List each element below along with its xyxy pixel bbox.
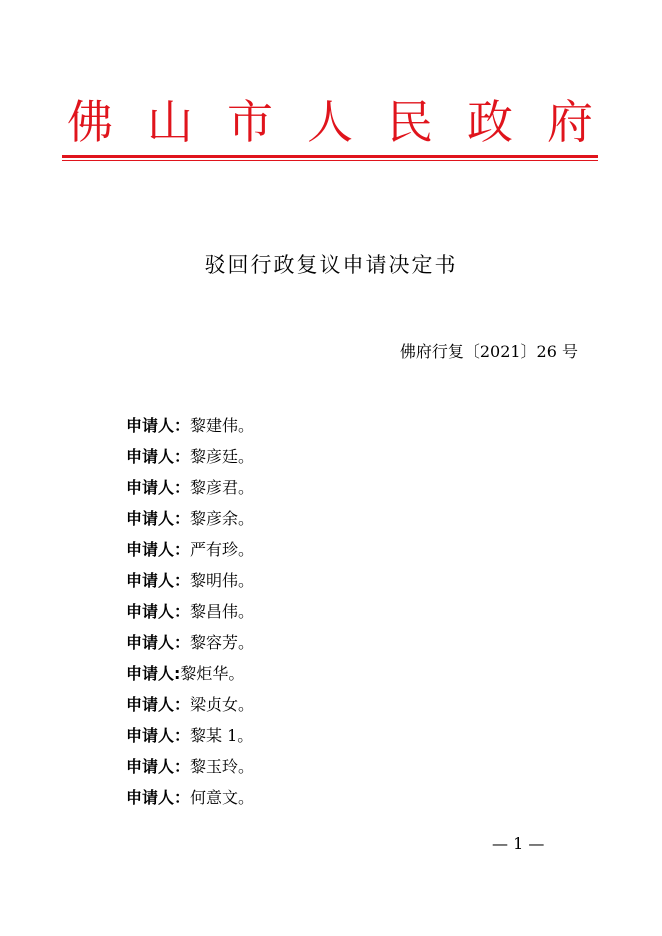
applicant-name: 黎彦廷。 [190, 447, 255, 466]
applicant-separator: ： [174, 509, 191, 528]
document-title: 驳回行政复议申请决定书 [204, 253, 458, 277]
applicant-label: 申请人 [126, 416, 175, 435]
applicant-label: 申请人 [126, 447, 175, 466]
applicant-row [126, 475, 586, 506]
applicant-row [126, 444, 586, 475]
applicant-name: 黎彦余。 [190, 509, 255, 528]
letterhead-char: 山 [147, 95, 193, 149]
document-number: 佛府行复〔2021〕26 号 [399, 342, 578, 361]
applicant-list [126, 413, 586, 816]
applicant-separator: ： [174, 726, 191, 745]
applicant-label: 申请人 [126, 757, 175, 776]
applicant-separator: ： [174, 788, 191, 807]
applicant-name: 黎建伟。 [190, 416, 255, 435]
applicant-row [126, 413, 586, 444]
applicant-row [126, 537, 586, 568]
letterhead-char: 民 [387, 95, 433, 149]
applicant-row [126, 568, 586, 599]
applicant-separator: ： [174, 416, 191, 435]
applicant-name: 黎炬华。 [180, 664, 245, 683]
applicant-separator: ： [174, 602, 191, 621]
letterhead-char: 市 [227, 95, 273, 149]
letterhead-char: 佛 [67, 95, 113, 149]
red-divider-thick [62, 155, 598, 158]
applicant-label: 申请人 [126, 478, 175, 497]
applicant-row [126, 723, 586, 754]
applicant-label: 申请人 [126, 695, 175, 714]
applicant-label: 申请人 [126, 664, 175, 683]
applicant-separator: ： [174, 695, 191, 714]
applicant-label: 申请人 [126, 788, 175, 807]
applicant-label: 申请人 [126, 509, 175, 528]
applicant-row [126, 630, 586, 661]
applicant-name: 梁贞女。 [190, 695, 255, 714]
applicant-name: 黎容芳。 [190, 633, 255, 652]
applicant-label: 申请人 [126, 726, 175, 745]
applicant-name: 严有珍。 [190, 540, 255, 559]
applicant-separator: ： [174, 571, 191, 590]
applicant-row [126, 692, 586, 723]
applicant-label: 申请人 [126, 571, 175, 590]
red-divider-thin [62, 160, 598, 161]
applicant-name: 黎某 1。 [190, 726, 254, 745]
applicant-name: 黎彦君。 [190, 478, 255, 497]
applicant-row [126, 754, 586, 785]
applicant-row [126, 506, 586, 537]
page-number: — 1 — [492, 834, 545, 853]
applicant-name: 黎昌伟。 [190, 602, 255, 621]
applicant-name: 黎明伟。 [190, 571, 255, 590]
applicant-separator: ： [174, 540, 191, 559]
applicant-separator: ： [174, 757, 191, 776]
letterhead-char: 人 [307, 95, 353, 149]
applicant-row [126, 661, 586, 692]
applicant-label: 申请人 [126, 633, 175, 652]
applicant-label: 申请人 [126, 540, 175, 559]
applicant-name: 黎玉玲。 [190, 757, 255, 776]
applicant-separator: ： [174, 633, 191, 652]
applicant-label: 申请人 [126, 602, 175, 621]
applicant-separator: ： [174, 447, 191, 466]
letterhead-char: 政 [467, 95, 513, 149]
government-letterhead [62, 92, 598, 162]
letterhead-char: 府 [547, 95, 593, 149]
applicant-row [126, 599, 586, 630]
applicant-row [126, 785, 586, 816]
applicant-name: 何意文。 [190, 788, 255, 807]
applicant-separator: : [174, 664, 181, 683]
applicant-separator: ： [174, 478, 191, 497]
letterhead-title [62, 92, 598, 152]
